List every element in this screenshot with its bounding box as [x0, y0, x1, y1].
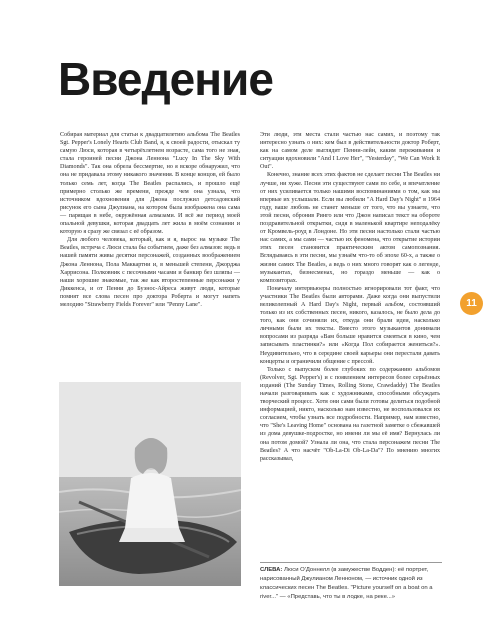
right-column — [260, 131, 440, 463]
right-paragraph-3: Поначалу интервьюеры полностью игнорировали тот факт, что участники The Beatles были авторами. Даже когда они выпустили великолепный A Hard Day's Night, первый альбом, состоявший только из их собственных песен, никого, казалось, не было дела до того, как они сочиняли их, откуда они брали идеи, насколько личными были их тексты. Вместо этого музыкантов донимали вопросами из разряда «Вам больше нравится смеяться в кино, чем записывать пластинки?» или «Когда Пол собирается жениться?». Неудивительно, что в середине своей карьеры они перестали давать концерты и ограничили общение с прессой. — [260, 285, 440, 365]
left-column — [60, 131, 240, 309]
caption-text: Люси О'Доннелл (в замужестве Водден): её портрет, нарисованный Джулианом Ленноном, — источник одной из классических песен The Beatles. "Picture yourself on a boat on a river..." — «Представь, что ты в лодке, на реке...» — [260, 567, 433, 600]
right-paragraph-2: Конечно, знание всех этих фактов не сделает песни The Beatles ни лучше, ни хуже. Песни эти существуют сами по себе, и впечатление от них усиливается только нашими воспоминаниями о том, как мы впервые их услышали. Если вы любили "A Hard Day's Night" в 1964 году, ваше любовь не станет меньше от того, что вы узнаете, что этой песни, обронив Ринго или что Джон написал текст на обороте поздравительной открытки, сидя в маленькой квартире неподалёку от Кромвель-роуд в Лондоне. Но эти песни настолько стали частью нас самих, а мы сами — частью их феномена, что открытие истории этих песен становится практическим актом самопознания. Вглядываясь в эти песни, мы узнаём что-то об эпохе 60-х, а также о жизни самих The Beatles, а ведь о них много говорят как о легенде, музыкантах, бизнесменах, но гораздо меньше — как о композиторах. — [260, 172, 440, 284]
right-paragraph-1: Эти люди, эти места стали частью нас самих, и поэтому так интересно узнать о них: кем был в действительности доктор Роберт, как на самом деле выглядит Пенни-лейн, каким переживания и ситуации вдохновили "And I Love Her", "Yesterday", "We Can Work It Out". — [260, 132, 440, 171]
photo-girl-in-boat — [59, 382, 241, 586]
right-paragraph-4: Только с выпуском более глубоких по содержанию альбомов (Revolver, Sgt. Pepper's) и с появлением интересов более серьёзных изданий (The Sunday Times, Rolling Stone, Crawdaddy) The Beatles начали разговаривать как с художниками, способными обсуждать творческий процесс. Хотя они сами были готовы делиться подобной информацией, никто, насколько нам известно, не воспользовался их согласием, чтобы узнать все подробности. Например, нам известно, что "She's Leaving Home" основана на газетной заметке о сбежавшей из дома девушке-подростке, но имени ли мы её имя? Вернулась ли она потом домой? Узнала ли она, что стала персонажем песни The Beatles? А что насчёт "Ob-La-Di Ob-La-Da"? По мнению многих рассказывал, — [260, 366, 440, 462]
left-paragraph-2: Для любого человека, который, как и я, вырос на музыке The Beatles, встреча с Люси стала бы событием, даже без алмазов: ведь в нашей памяти живы десятки персонажей, созданных воображением Джона Леннона, Пола Маккартни и, в меньшей степени, Джорджа Харрисона. Полковник с песочными часами и банкир без шляпы — наши хорошие знакомые, так же как второстепенные персонажи у Диккенса, и от Пенни до Буэнос-Айреса живут люди, которые помнят все слова песен про доктора Роберта и могут напеть мелодию "Strawberry Fields Forever" или "Penny Lane". — [60, 237, 240, 308]
photo-illustration — [59, 382, 241, 586]
caption-label: СЛЕВА: — [260, 567, 283, 573]
left-paragraph-1: Собирая материал для статьи к двадцатилетию альбома The Beatles Sgt. Pepper's Lonely Hearts Club Band, я, к своей радости, отыскал ту самую Люси, которая в четырёхлетнем возрасте, сама того не зная, стала героиней песни Джона Леннона "Lucy In The Sky With Diamonds". Так она обрела бессмертие, но я вскоре обнаружил, что она не придавала этому никакого значения. В конце концов, ей было только семь лет, когда The Beatles распались, и прошло ещё примерно столько же времени, прежде чем она узнала, что источником вдохновения для Джона послужил детсадовский рисунок его сына Джулиана, на котором была изображена она сама — парящая в небе, окружённая алмазами. И всё же период моей опальной девушки, которая двадцать лет жила в моём сознании и которую я сразу же связал с её образом. — [60, 132, 240, 236]
photo-caption — [260, 562, 442, 602]
page-number-badge: 11 — [460, 292, 483, 315]
page-title: Введение — [58, 53, 273, 105]
